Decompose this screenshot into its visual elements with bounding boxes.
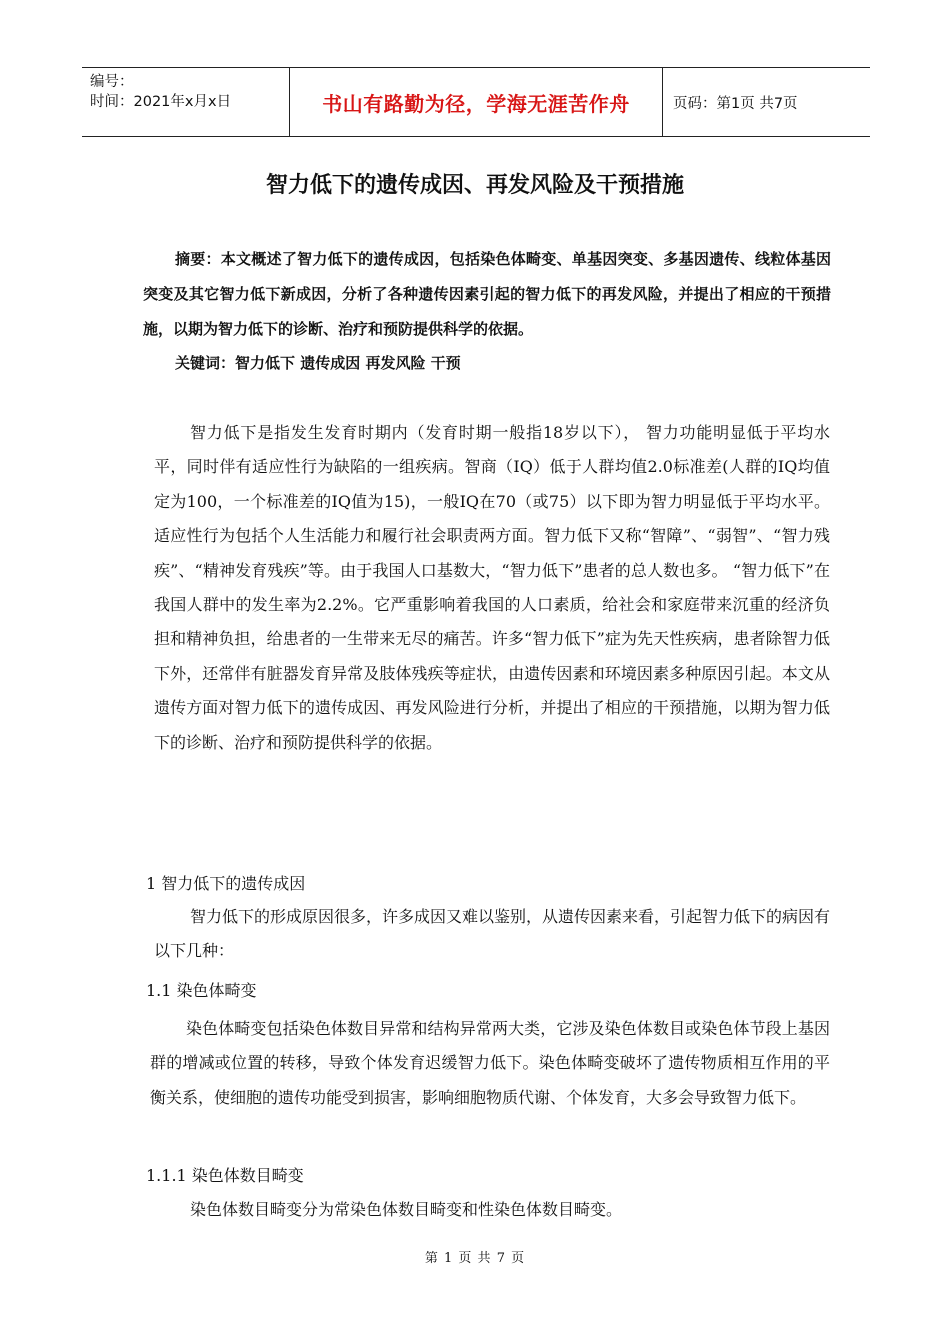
header-meta-cell <box>82 68 290 136</box>
motto: 书山有路勤为径，学海无涯苦作舟 <box>290 68 663 136</box>
keywords: 关键词：智力低下 遗传成因 再发风险 干预 <box>175 354 461 372</box>
section-1-1-1-heading: 1.1.1 染色体数目畸变 <box>146 1166 304 1185</box>
page-footer: 第 1 页 共 7 页 <box>424 1251 526 1266</box>
document-title: 智力低下的遗传成因、再发风险及干预措施 <box>265 173 684 198</box>
page-code: 页码：第1页 共7页 <box>673 95 798 112</box>
header-table <box>82 67 870 137</box>
number-label: 编号： <box>90 74 134 90</box>
section-1-1-heading: 1.1 染色体畸变 <box>146 981 257 1000</box>
section-1-1-paragraph: 染色体畸变包括染色体数目异常和结构异常两大类，它涉及染色体数目或染色体节段上基因群的增减或位置的转移，导致个体发育迟缓智力低下。染色体畸变破坏了遗传物质相互作用的平衡关系，使细胞的遗传功能受到损害，影响细胞物质代谢、个体发育，大多会导致智力低下。 <box>150 1019 830 1107</box>
intro-paragraph: 智力低下是指发生发育时期内（发育时期一般指18岁以下）， 智力功能明显低于平均水平，同时伴有适应性行为缺陷的一组疾病。智商（IQ）低于人群均值2.0标准差(人群的IQ均值定为100，一个标准差的IQ值为15)，一般IQ在70（或75）以下即为智力明显低于平均水平。适应性行为包括个人生活能力和履行社会职责两方面。智力低下又称“智障”、“弱智”、“智力残疾”、“精神发育残疾”等。由于我国人口基数大，“智力低下”患者的总人数也多。 “智力低下”在我国人群中的发生率为2.2%。它严重影响着我国的人口素质，给社会和家庭带来沉重的经济负担和精神负担，给患者的一生带来无尽的痛苦。许多“智力低下”症为先天性疾病，患者除智力低下外，还常伴有脏器发育异常及肢体残疾等症状，由遗传因素和环境因素多种原因引起。本文从遗传方面对智力低下的遗传成因、再发风险进行分析，并提出了相应的干预措施，以期为智力低下的诊断、治疗和预防提供科学的依据。 <box>154 423 830 752</box>
section-1-heading: 1 智力低下的遗传成因 <box>146 874 306 893</box>
date-label: 时间：2021年x月x日 <box>90 94 232 110</box>
section-1-paragraph: 智力低下的形成原因很多，许多成因又难以鉴别，从遗传因素来看，引起智力低下的病因有以下几种： <box>154 907 831 961</box>
section-1-1-1-paragraph: 染色体数目畸变分为常染色体数目畸变和性染色体数目畸变。 <box>190 1200 623 1219</box>
abstract: 摘要：本文概述了智力低下的遗传成因，包括染色体畸变、单基因突变、多基因遗传、线粒体基因突变及其它智力低下新成因，分析了各种遗传因素引起的智力低下的再发风险，并提出了相应的干预措施，以期为智力低下的诊断、治疗和预防提供科学的依据。 <box>143 250 831 338</box>
